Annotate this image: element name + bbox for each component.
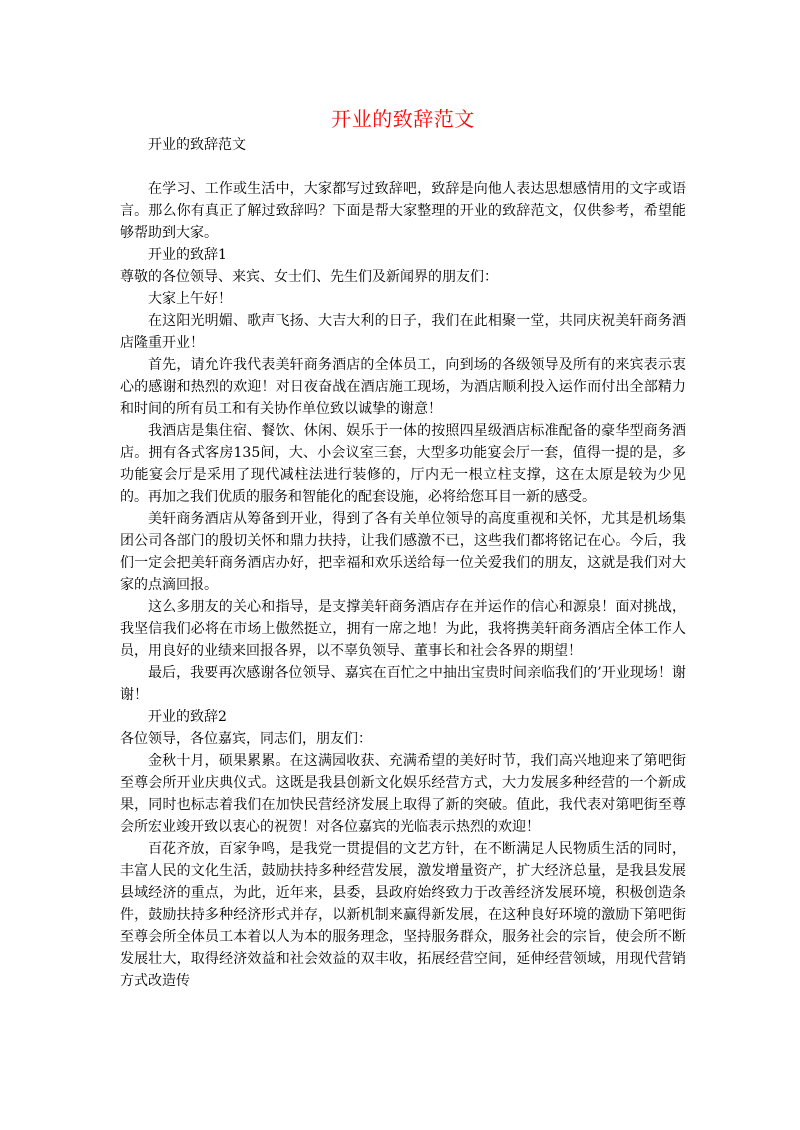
paragraph: 金秋十月，硕果累累。在这满园收获、充满希望的美好时节，我们高兴地迎来了第吧街至尊会所开业庆典仪式。这既是我县创新文化娱乐经营方式，大力发展多种经营的一个新成果，同时也标志着我们在加快民营经济发展上取得了新的突破。值此，我代表对第吧街至尊会所宏业竣开致以衷心的祝贺！对各位嘉宾的光临表示热烈的欢迎！ — [120, 753, 686, 835]
document-page — [120, 104, 686, 992]
paragraph: 开业的致辞2 — [148, 709, 227, 725]
document-body — [120, 178, 686, 992]
paragraph: 首先，请允许我代表美轩商务酒店的全体员工，向到场的各级领导及所有的来宾表示衷心的感谢和热烈的欢迎！对日夜奋战在酒店施工现场，为酒店顺利投入运作而付出全部精力和时间的所有员工和有关协作单位致以诚挚的谢意！ — [120, 357, 686, 417]
paragraph: 我酒店是集住宿、餐饮、休闲、娱乐于一体的按照四星级酒店标准配备的豪华型商务酒店。拥有各式客房135间，大、小会议室三套，大型多功能宴会厅一套，值得一提的是，多功能宴会厅是采用了现代减柱法进行装修的，厅内无一根立柱支撑，这在太原是较为少见的。再加之我们优质的服务和智能化的配套设施，必将给您耳目一新的感受。 — [120, 423, 686, 505]
document-subtitle: 开业的致辞范文 — [148, 137, 246, 153]
document-title: 开业的致辞范文 — [331, 107, 475, 131]
paragraph: 最后，我要再次感谢各位领导、嘉宾在百忙之中抽出宝贵时间亲临我们的’开业现场！谢谢！ — [120, 665, 686, 703]
paragraph: 在学习、工作或生活中，大家都写过致辞吧，致辞是向他人表达思想感情用的文字或语言。那么你有真正了解过致辞吗？下面是帮大家整理的开业的致辞范文，仅供参考，希望能够帮助到大家。 — [120, 181, 686, 241]
paragraph: 百花齐放，百家争鸣，是我党一贯提倡的文艺方针，在不断满足人民物质生活的同时，丰富人民的文化生活，鼓励扶持多种经营发展，激发增量资产，扩大经济总量，是我县发展县域经济的重点，为此，近年来，县委，县政府始终致力于改善经济发展环境，积极创造条件，鼓励扶持多种经济形式并存，以新机制来赢得新发展，在这种良好环境的激励下第吧街至尊会所全体员工本着以人为本的服务理念，坚持服务群众，服务社会的宗旨，使会所不断发展壮大，取得经济效益和社会效益的双丰收，拓展经营空间，延伸经营领域，用现代营销方式改造传 — [120, 841, 686, 989]
blank-line — [120, 156, 686, 178]
paragraph: 各位领导，各位嘉宾，同志们，朋友们： — [120, 731, 372, 747]
paragraph: 美轩商务酒店从筹备到开业，得到了各有关单位领导的高度重视和关怀，尤其是机场集团公司各部门的殷切关怀和鼎力扶持，让我们感激不已，这些我们都将铭记在心。今后，我们一定会把美轩商务酒店办好，把幸福和欢乐送给每一位关爱我们的朋友，这就是我们对大家的点滴回报。 — [120, 511, 686, 593]
paragraph: 开业的致辞1 — [148, 247, 227, 263]
paragraph: 大家上午好！ — [148, 291, 232, 307]
paragraph: 在这阳光明媚、歌声飞扬、大吉大利的日子，我们在此相聚一堂，共同庆祝美轩商务酒店隆重开业！ — [120, 313, 686, 351]
paragraph: 这么多朋友的关心和指导，是支撑美轩商务酒店存在并运作的信心和源泉！面对挑战，我坚信我们必将在市场上傲然挺立，拥有一席之地！为此，我将携美轩商务酒店全体工作人员，用良好的业绩来回报各界，以不辜负领导、董事长和社会各界的期望！ — [120, 599, 686, 659]
paragraph: 尊敬的各位领导、来宾、女士们、先生们及新闻界的朋友们： — [120, 269, 498, 285]
